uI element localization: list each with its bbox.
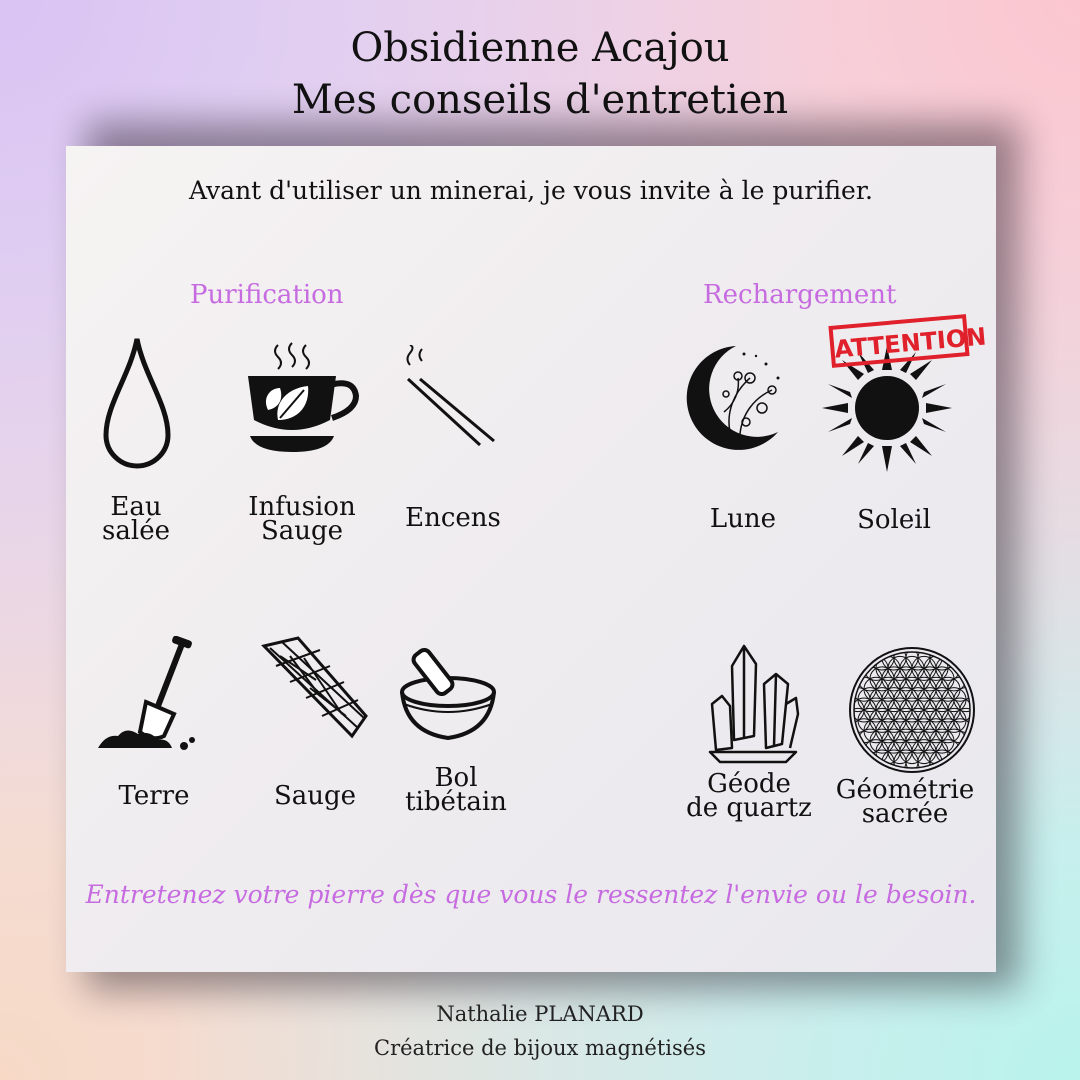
card (66, 146, 996, 972)
flower-of-life-icon (848, 646, 976, 774)
section-purification: Purification (190, 280, 344, 310)
label-geode-quartz: Géode de quartz (686, 769, 812, 823)
page-title-line1: Obsidienne Acajou (350, 25, 730, 71)
tea-cup-icon (244, 340, 360, 455)
credit-name: Nathalie PLANARD (436, 1002, 644, 1026)
label-sauge: Sauge (273, 781, 357, 811)
label-eau-salee: Eau salée (102, 492, 170, 546)
care-note: Entretenez votre pierre dès que vous le ressentez l'envie ou le besoin. (85, 880, 977, 909)
singing-bowl-icon (398, 646, 498, 742)
moon-icon (680, 342, 792, 454)
label-soleil: Soleil (857, 505, 931, 535)
page-title-line2: Mes conseils d'entretien (291, 77, 789, 123)
sage-bundle-icon (260, 636, 370, 740)
quartz-crystal-icon (706, 644, 800, 764)
label-lune: Lune (709, 504, 777, 534)
incense-icon (400, 345, 500, 450)
water-drop-icon (100, 335, 174, 470)
credit-role: Créatrice de bijoux magnétisés (374, 1036, 706, 1060)
intro-text: Avant d'utiliser un minerai, je vous invite à le purifier. (189, 176, 873, 205)
label-infusion-sauge: Infusion Sauge (248, 492, 356, 546)
label-terre: Terre (118, 781, 190, 811)
label-bol-tibetain: Bol tibétain (405, 763, 507, 817)
label-encens: Encens (405, 503, 501, 533)
shovel-earth-icon (96, 636, 200, 756)
attention-stamp: ATTENTION (828, 314, 969, 368)
label-geometrie-sacree: Géométrie sacrée (835, 775, 975, 829)
section-rechargement: Rechargement (703, 280, 897, 310)
